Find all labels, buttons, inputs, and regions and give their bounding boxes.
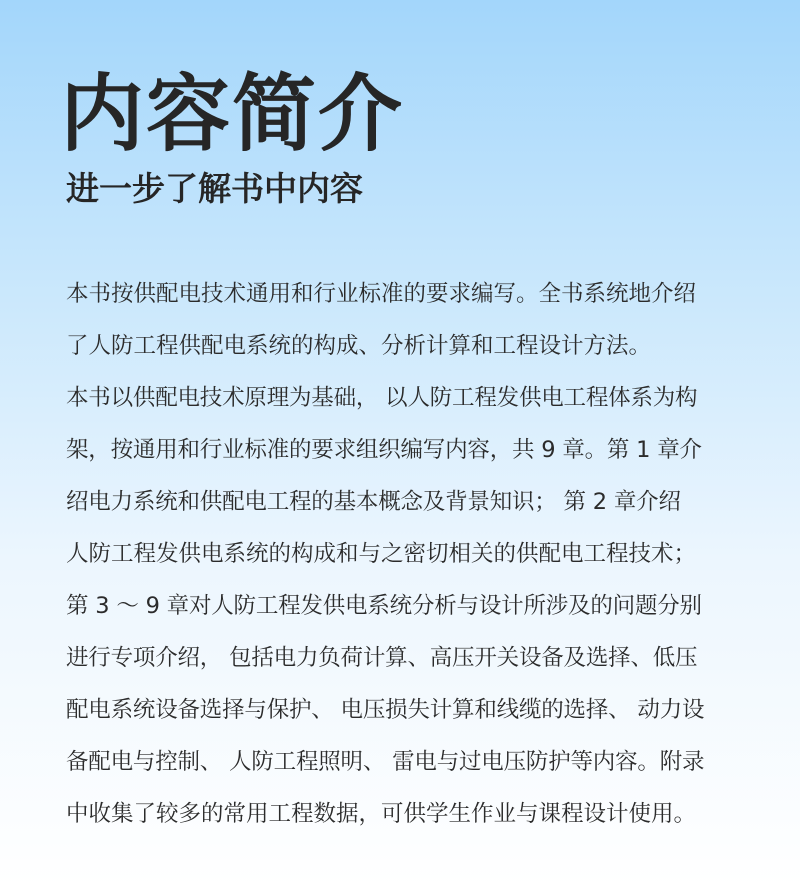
text-line: 了人防工程供配电系统的构成、分析计算和工程设计方法。 xyxy=(66,333,652,359)
text-line: 备配电与控制、 人防工程照明、 雷电与过电压防护等内容。附录 xyxy=(66,749,705,775)
text-line: 架，按通用和行业标准的要求组织编写内容，共 9 章。第 1 章介 xyxy=(66,437,702,463)
text-line: 本书按供配电技术通用和行业标准的要求编写。全书系统地介绍 xyxy=(66,281,697,307)
page-subtitle: 进一步了解书中内容 xyxy=(66,169,363,208)
description-body xyxy=(66,274,746,846)
text-line: 本书以供配电技术原理为基础， 以人防工程发供电工程体系为构 xyxy=(66,385,698,411)
text-line: 人防工程发供电系统的构成和与之密切相关的供配电工程技术； xyxy=(66,541,697,567)
text-line: 绍电力系统和供配电工程的基本概念及背景知识； 第 2 章介绍 xyxy=(66,489,681,515)
page-title: 内容简介 xyxy=(60,65,405,163)
text-line: 第 3 ～ 9 章对人防工程发供电系统分析与设计所涉及的问题分别 xyxy=(66,593,702,619)
text-line: 进行专项介绍， 包括电力负荷计算、高压开关设备及选择、低压 xyxy=(66,645,698,671)
text-line: 中收集了较多的常用工程数据，可供学生作业与课程设计使用。 xyxy=(66,801,697,827)
text-line: 配电系统设备选择与保护、 电压损失计算和线缆的选择、 动力设 xyxy=(66,697,705,723)
